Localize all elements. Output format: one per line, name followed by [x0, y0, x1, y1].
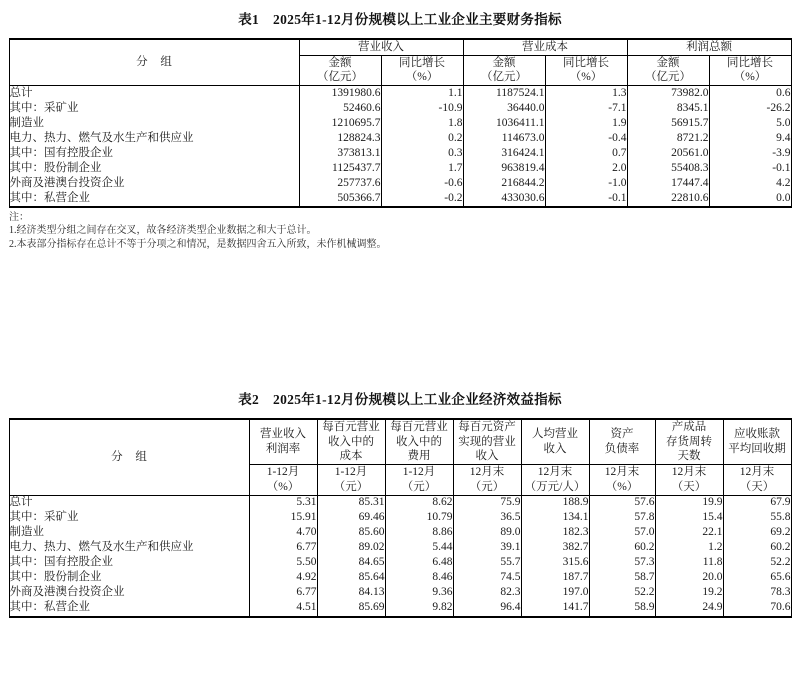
table2-period-1: 1-12月: [317, 465, 385, 480]
notes-label: 注：: [9, 212, 29, 224]
table-row: [9, 131, 791, 146]
data-cell: 4.51: [249, 601, 317, 617]
table-row: [9, 86, 791, 102]
data-cell: 10.79: [385, 511, 453, 526]
data-cell: 4.70: [249, 526, 317, 541]
table1-block: [0, 0, 800, 251]
table-row: [9, 146, 791, 161]
row-label: 电力、热力、燃气及水生产和供应业: [9, 541, 249, 556]
table2-col-inventory-turnover-days: 产成品 存货周转 天数: [655, 419, 723, 465]
row-label: 总计: [9, 495, 249, 511]
data-cell: 67.9: [723, 495, 791, 511]
data-cell: -10.9: [381, 101, 463, 116]
data-cell: 257737.6: [299, 176, 381, 191]
row-label: 其中：采矿业: [9, 511, 249, 526]
table2-period-2: 1-12月: [385, 465, 453, 480]
data-cell: -0.1: [709, 161, 791, 176]
table2: [9, 418, 792, 618]
table1-body: [9, 86, 791, 208]
data-cell: 1125437.7: [299, 161, 381, 176]
data-cell: 89.0: [453, 526, 521, 541]
data-cell: -0.2: [381, 191, 463, 207]
table-row: [9, 571, 791, 586]
data-cell: 15.91: [249, 511, 317, 526]
data-cell: 73982.0: [627, 86, 709, 102]
data-cell: 85.64: [317, 571, 385, 586]
data-cell: 57.8: [589, 511, 655, 526]
data-cell: 75.9: [453, 495, 521, 511]
data-cell: 197.0: [521, 586, 589, 601]
table1-colgroup-revenue: 营业收入: [299, 39, 463, 55]
data-cell: 114673.0: [463, 131, 545, 146]
table2-period-7: 12月末: [723, 465, 791, 480]
data-cell: 78.3: [723, 586, 791, 601]
data-cell: 9.82: [385, 601, 453, 617]
table-row: [9, 526, 791, 541]
table1-subheader-cost-growth: 同比增长 （%）: [545, 55, 627, 85]
data-cell: 5.0: [709, 116, 791, 131]
table2-unit-5: （%）: [589, 480, 655, 495]
data-cell: 4.2: [709, 176, 791, 191]
data-cell: 36.5: [453, 511, 521, 526]
row-label: 其中：采矿业: [9, 101, 299, 116]
data-cell: -7.1: [545, 101, 627, 116]
table1-title-text: 2025年1-12月份规模以上工业企业主要财务指标: [273, 12, 562, 27]
data-cell: 187.7: [521, 571, 589, 586]
data-cell: 505366.7: [299, 191, 381, 207]
row-label: 其中：私营企业: [9, 191, 299, 207]
table2-col-revenue-per-100-assets: 每百元资产 实现的营业 收入: [453, 419, 521, 465]
table-row: [9, 601, 791, 617]
data-cell: 5.31: [249, 495, 317, 511]
table1-header: [9, 39, 791, 86]
data-cell: 0.6: [709, 86, 791, 102]
data-cell: 55.8: [723, 511, 791, 526]
data-cell: 20561.0: [627, 146, 709, 161]
data-cell: 0.3: [381, 146, 463, 161]
table-row: [9, 116, 791, 131]
table2-unit-4: （万元/人）: [521, 480, 589, 495]
data-cell: 6.77: [249, 541, 317, 556]
data-cell: 216844.2: [463, 176, 545, 191]
data-cell: 82.3: [453, 586, 521, 601]
data-cell: 22.1: [655, 526, 723, 541]
table2-col-revenue-per-capita: 人均营业 收入: [521, 419, 589, 465]
data-cell: 5.50: [249, 556, 317, 571]
table1-subheader-profit-growth: 同比增长 （%）: [709, 55, 791, 85]
data-cell: 24.9: [655, 601, 723, 617]
row-label: 其中：国有控股企业: [9, 556, 249, 571]
table2-header: [9, 419, 791, 495]
data-cell: 5.44: [385, 541, 453, 556]
table2-col-asset-liability-ratio: 资产 负债率: [589, 419, 655, 465]
data-cell: 85.69: [317, 601, 385, 617]
data-cell: 20.0: [655, 571, 723, 586]
data-cell: 52.2: [723, 556, 791, 571]
data-cell: 15.4: [655, 511, 723, 526]
table1-subheader-revenue-growth: 同比增长 （%）: [381, 55, 463, 85]
table-row: [9, 556, 791, 571]
table-row: [9, 541, 791, 556]
data-cell: 188.9: [521, 495, 589, 511]
data-cell: 134.1: [521, 511, 589, 526]
data-cell: 52.2: [589, 586, 655, 601]
data-cell: 1.8: [381, 116, 463, 131]
data-cell: 0.2: [381, 131, 463, 146]
table2-period-5: 12月末: [589, 465, 655, 480]
data-cell: 1.7: [381, 161, 463, 176]
row-label: 制造业: [9, 526, 249, 541]
table1-subheader-profit-amount: 金额 （亿元）: [627, 55, 709, 85]
row-label: 其中：股份制企业: [9, 571, 249, 586]
data-cell: 84.65: [317, 556, 385, 571]
data-cell: 19.9: [655, 495, 723, 511]
data-cell: 70.6: [723, 601, 791, 617]
row-label: 其中：国有控股企业: [9, 146, 299, 161]
data-cell: 9.36: [385, 586, 453, 601]
data-cell: -0.6: [381, 176, 463, 191]
table2-title-number: 表2: [238, 392, 260, 407]
data-cell: 57.3: [589, 556, 655, 571]
table2-title: [0, 380, 800, 418]
data-cell: -3.9: [709, 146, 791, 161]
row-label: 其中：股份制企业: [9, 161, 299, 176]
data-cell: 17447.4: [627, 176, 709, 191]
data-cell: 55.7: [453, 556, 521, 571]
data-cell: 74.5: [453, 571, 521, 586]
table2-unit-0: （%）: [249, 480, 317, 495]
row-label: 总计: [9, 86, 299, 102]
data-cell: 58.7: [589, 571, 655, 586]
table1-subheader-cost-amount: 金额 （亿元）: [463, 55, 545, 85]
data-cell: 39.1: [453, 541, 521, 556]
table2-col-profit-margin: 营业收入 利润率: [249, 419, 317, 465]
data-cell: 128824.3: [299, 131, 381, 146]
data-cell: 8.62: [385, 495, 453, 511]
row-label: 电力、热力、燃气及水生产和供应业: [9, 131, 299, 146]
data-cell: 315.6: [521, 556, 589, 571]
row-label: 外商及港澳台投资企业: [9, 176, 299, 191]
data-cell: -0.4: [545, 131, 627, 146]
data-cell: 8.86: [385, 526, 453, 541]
table2-block: [0, 380, 800, 618]
table1: [9, 38, 792, 208]
data-cell: 1187524.1: [463, 86, 545, 102]
note-line-2: 2.本表部分指标存在总计不等于分项之和情况，是数据四舍五入所致，未作机械调整。: [9, 238, 387, 250]
data-cell: 4.92: [249, 571, 317, 586]
table1-group-header: 分 组: [9, 39, 299, 86]
data-cell: 22810.6: [627, 191, 709, 207]
table2-body: [9, 495, 791, 617]
data-cell: 69.46: [317, 511, 385, 526]
data-cell: 8721.2: [627, 131, 709, 146]
table-row: [9, 176, 791, 191]
table2-group-header: 分 组: [9, 419, 249, 495]
table2-unit-3: （元）: [453, 480, 521, 495]
table1-title-number: 表1: [238, 12, 260, 27]
table2-unit-2: （元）: [385, 480, 453, 495]
table-row: [9, 495, 791, 511]
row-label: 其中：私营企业: [9, 601, 249, 617]
data-cell: 963819.4: [463, 161, 545, 176]
data-cell: 1.9: [545, 116, 627, 131]
table2-period-0: 1-12月: [249, 465, 317, 480]
data-cell: 1210695.7: [299, 116, 381, 131]
data-cell: 85.31: [317, 495, 385, 511]
data-cell: 1.2: [655, 541, 723, 556]
table2-unit-1: （元）: [317, 480, 385, 495]
data-cell: 0.0: [709, 191, 791, 207]
data-cell: 433030.6: [463, 191, 545, 207]
table2-period-6: 12月末: [655, 465, 723, 480]
data-cell: 69.2: [723, 526, 791, 541]
data-cell: 96.4: [453, 601, 521, 617]
data-cell: 56915.7: [627, 116, 709, 131]
table-row: [9, 191, 791, 207]
data-cell: 1.3: [545, 86, 627, 102]
table1-title: [0, 0, 800, 38]
data-cell: 57.6: [589, 495, 655, 511]
table2-unit-6: （天）: [655, 480, 723, 495]
data-cell: 60.2: [723, 541, 791, 556]
data-cell: 141.7: [521, 601, 589, 617]
data-cell: -0.1: [545, 191, 627, 207]
table1-colgroup-cost: 营业成本: [463, 39, 627, 55]
data-cell: 58.9: [589, 601, 655, 617]
table1-notes: [9, 208, 791, 251]
data-cell: 11.8: [655, 556, 723, 571]
data-cell: 65.6: [723, 571, 791, 586]
table2-col-expense-per-100: 每百元营业 收入中的 费用: [385, 419, 453, 465]
data-cell: 55408.3: [627, 161, 709, 176]
table2-unit-7: （天）: [723, 480, 791, 495]
data-cell: 8345.1: [627, 101, 709, 116]
data-cell: 60.2: [589, 541, 655, 556]
data-cell: 2.0: [545, 161, 627, 176]
note-line-1: 1.经济类型分组之间存在交叉，故各经济类型企业数据之和大于总计。: [9, 225, 317, 237]
table2-period-4: 12月末: [521, 465, 589, 480]
data-cell: 6.48: [385, 556, 453, 571]
table-row: [9, 101, 791, 116]
row-label: 外商及港澳台投资企业: [9, 586, 249, 601]
table1-subheader-revenue-amount: 金额 （亿元）: [299, 55, 381, 85]
data-cell: 84.13: [317, 586, 385, 601]
table-row: [9, 586, 791, 601]
row-label: 制造业: [9, 116, 299, 131]
data-cell: 316424.1: [463, 146, 545, 161]
table2-col-receivables-collection-period: 应收账款 平均回收期: [723, 419, 791, 465]
data-cell: 182.3: [521, 526, 589, 541]
data-cell: 36440.0: [463, 101, 545, 116]
data-cell: 0.7: [545, 146, 627, 161]
table2-title-text: 2025年1-12月份规模以上工业企业经济效益指标: [273, 392, 562, 407]
data-cell: -1.0: [545, 176, 627, 191]
data-cell: 89.02: [317, 541, 385, 556]
data-cell: 1391980.6: [299, 86, 381, 102]
data-cell: 382.7: [521, 541, 589, 556]
data-cell: -26.2: [709, 101, 791, 116]
data-cell: 1.1: [381, 86, 463, 102]
table2-col-cost-per-100: 每百元营业 收入中的 成本: [317, 419, 385, 465]
data-cell: 57.0: [589, 526, 655, 541]
data-cell: 52460.6: [299, 101, 381, 116]
data-cell: 8.46: [385, 571, 453, 586]
data-cell: 19.2: [655, 586, 723, 601]
data-cell: 9.4: [709, 131, 791, 146]
table-row: [9, 161, 791, 176]
data-cell: 6.77: [249, 586, 317, 601]
data-cell: 1036411.1: [463, 116, 545, 131]
data-cell: 85.60: [317, 526, 385, 541]
table2-period-3: 12月末: [453, 465, 521, 480]
data-cell: 373813.1: [299, 146, 381, 161]
table1-colgroup-profit: 利润总额: [627, 39, 791, 55]
table-row: [9, 511, 791, 526]
